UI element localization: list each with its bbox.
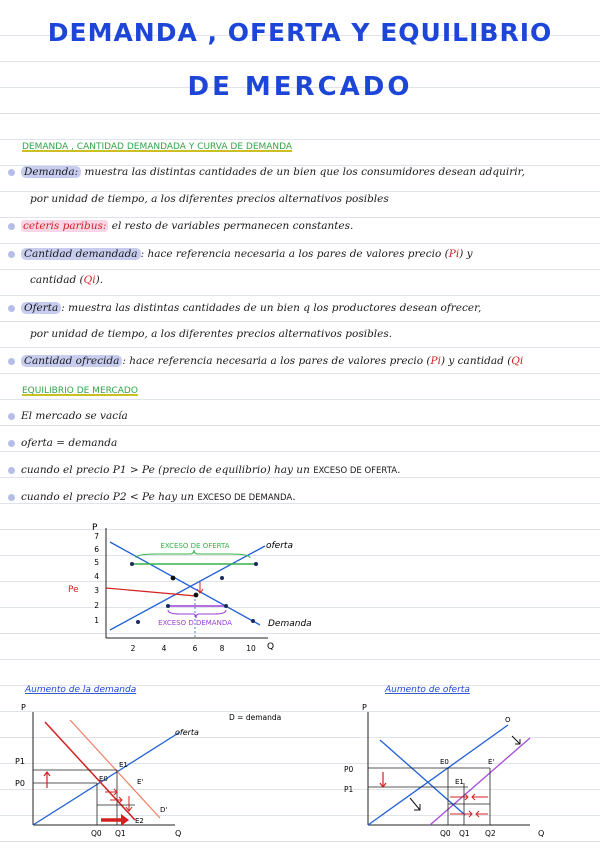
e2-label: E2 [135, 817, 144, 825]
e1-label: E1 [455, 778, 464, 786]
item-demanda [8, 166, 600, 178]
symbol-pi: Pi [430, 355, 441, 367]
item-exceso-demanda [8, 491, 600, 503]
term-oferta: Oferta [21, 302, 61, 314]
text-co-a: : hace referencia necesaria a los pares de valores precio ( [122, 355, 431, 367]
item-cantidad-demandada [8, 248, 600, 260]
item-cantidad-demandada-cont [30, 274, 600, 286]
item-exceso-oferta [8, 464, 600, 476]
term-cantidad-ofrecida: Cantidad ofrecida [21, 355, 122, 367]
y-tick: 2 [94, 601, 99, 610]
y-axis-label: P [362, 703, 367, 712]
supply-label: oferta [266, 541, 293, 551]
bullet-icon [8, 251, 15, 258]
diagonal-arrow-icon [410, 798, 420, 810]
p1-label: P1 [344, 785, 354, 794]
y-tick: 7 [94, 532, 99, 541]
q0-label: Q0 [440, 829, 451, 838]
demand-increase-chart [5, 680, 335, 848]
symbol-qi: Qi [83, 274, 96, 286]
supply-increase-chart [340, 680, 600, 848]
shift-arrow-icon [512, 736, 520, 744]
point [171, 576, 176, 581]
text-ed-caps: EXCESO DE DEMANDA [197, 493, 293, 503]
down-arrow-icon [380, 772, 386, 787]
e0-label: E0 [440, 758, 449, 766]
pe-line [106, 588, 196, 596]
o-label: O [505, 716, 511, 724]
e1-label: E1 [119, 761, 128, 769]
q2-label: Q2 [485, 829, 496, 838]
text-demanda: muestra las distintas cantidades de un bien que los consumidores desean adquirir, [81, 166, 525, 178]
text-cd-b: ) y [459, 248, 473, 260]
bullet-icon [8, 223, 15, 230]
bullet-icon [8, 494, 15, 501]
x-tick: 6 [192, 644, 198, 653]
left-arrow-icon [472, 794, 488, 800]
text-eo-b: . [397, 464, 401, 476]
right-arrow-head-icon [121, 814, 129, 826]
equilibrium-point [194, 593, 199, 598]
item-mercado-vacia [8, 410, 600, 422]
y-ticks [94, 532, 99, 625]
text-eo-a: cuando el precio P1 > Pe (precio de equilibrio) hay un [21, 464, 314, 476]
text-ed-b: . [292, 491, 296, 503]
symbol-qi: Qi [511, 355, 524, 367]
text-cd-cont-a: cantidad ( [30, 274, 84, 286]
e-prime-label: E' [137, 778, 144, 786]
supply-curve [110, 546, 265, 630]
title-line-2: DE MERCADO [187, 72, 413, 102]
bullet-icon [8, 440, 15, 447]
term-cantidad-demandada: Cantidad demandada [21, 248, 141, 260]
y-tick: 6 [94, 545, 99, 554]
q0-label: Q0 [91, 829, 102, 838]
p0-label: P0 [15, 779, 25, 788]
x-axis-label: Q [175, 829, 182, 838]
point [220, 576, 224, 580]
y-tick: 3 [94, 586, 99, 595]
point [224, 604, 228, 608]
item-demanda-cont: por unidad de tiempo, a los diferentes precios alternativos posibles [30, 193, 389, 205]
point [254, 562, 258, 566]
y-tick: 1 [94, 616, 99, 625]
section-heading-demanda: DEMANDA , CANTIDAD DEMANDADA Y CURVA DE DEMANDA [22, 142, 293, 152]
p0-label: P0 [344, 765, 354, 774]
x-axis-label: Q [538, 829, 545, 838]
right-arrow-small-icon [110, 797, 122, 803]
chart-note: D = demanda [229, 713, 282, 722]
chart-title: Aumento de oferta [385, 685, 470, 695]
title-line-1: DEMANDA , OFERTA Y EQUILIBRIO [47, 18, 553, 47]
text-mercado-vacia: El mercado se vacía [21, 410, 128, 422]
item-oferta [8, 302, 600, 314]
y-tick: 5 [94, 558, 99, 567]
term-ceteris: ceteris paribus: [23, 220, 107, 232]
bullet-icon [8, 467, 15, 474]
q1-label: Q1 [115, 829, 126, 838]
demand-label: Demanda [268, 619, 312, 629]
supply-label: oferta [175, 728, 199, 737]
y-axis-label: P [92, 523, 98, 533]
item-cantidad-ofrecida [8, 355, 600, 367]
bullet-icon [8, 305, 15, 312]
text-oferta-demanda: oferta = demanda [21, 437, 118, 449]
e0-label: E0 [99, 775, 108, 783]
demand-curve-shifted [70, 720, 160, 818]
section-heading-equilibrio: EQUILIBRIO DE MERCADO [22, 386, 138, 396]
down-arrow-icon [126, 796, 132, 811]
point [136, 620, 140, 624]
item-oferta-cont: por unidad de tiempo, a los diferentes precios alternativos posibles. [30, 328, 393, 340]
bullet-icon [8, 169, 15, 176]
text-eo-caps: EXCESO DE OFERTA [313, 466, 398, 476]
y-tick: 4 [94, 572, 99, 581]
bullet-icon [8, 358, 15, 365]
excess-demand-label: EXCESO D DEMANDA [158, 619, 232, 627]
excess-demand-brace [168, 610, 226, 618]
x-axis-label: Q [267, 642, 275, 652]
bullet-icon [8, 413, 15, 420]
supply-curve-shifted [430, 738, 530, 825]
item-ceteris [8, 220, 600, 232]
x-tick: 10 [246, 644, 256, 653]
e-prime-label: E' [488, 758, 495, 766]
q1-label: Q1 [459, 829, 470, 838]
x-ticks [131, 644, 256, 653]
text-ceteris: el resto de variables permanecen constantes. [108, 220, 354, 232]
chart-title: Aumento de la demanda [25, 685, 137, 695]
text-co-b: ) y cantidad ( [440, 355, 512, 367]
d-prime-label: D' [160, 806, 168, 814]
point [166, 604, 170, 608]
excess-supply-brace [136, 550, 250, 558]
term-demanda: Demanda: [21, 166, 81, 178]
main-equilibrium-chart [60, 520, 350, 655]
x-tick: 2 [130, 644, 136, 653]
item-oferta-demanda [8, 437, 600, 449]
excess-supply-label: EXCESO DE OFERTA [160, 542, 230, 550]
left-arrow-icon [476, 811, 488, 817]
point [251, 619, 255, 623]
point [130, 562, 134, 566]
x-tick: 8 [219, 644, 225, 653]
x-tick: 4 [161, 644, 167, 653]
text-cd-a: : hace referencia necesaria a los pares de valores precio ( [140, 248, 449, 260]
text-cd-cont-b: ). [95, 274, 104, 286]
y-axis-label: P [21, 703, 26, 712]
p1-label: P1 [15, 757, 25, 766]
symbol-pi: Pi [448, 248, 460, 260]
up-arrow-icon [44, 772, 50, 788]
text-oferta: : muestra las distintas cantidades de un bien q los productores desean ofrecer, [61, 302, 482, 314]
text-ed-a: cuando el precio P2 < Pe hay un [21, 491, 198, 503]
pe-label: Pe [68, 585, 79, 595]
